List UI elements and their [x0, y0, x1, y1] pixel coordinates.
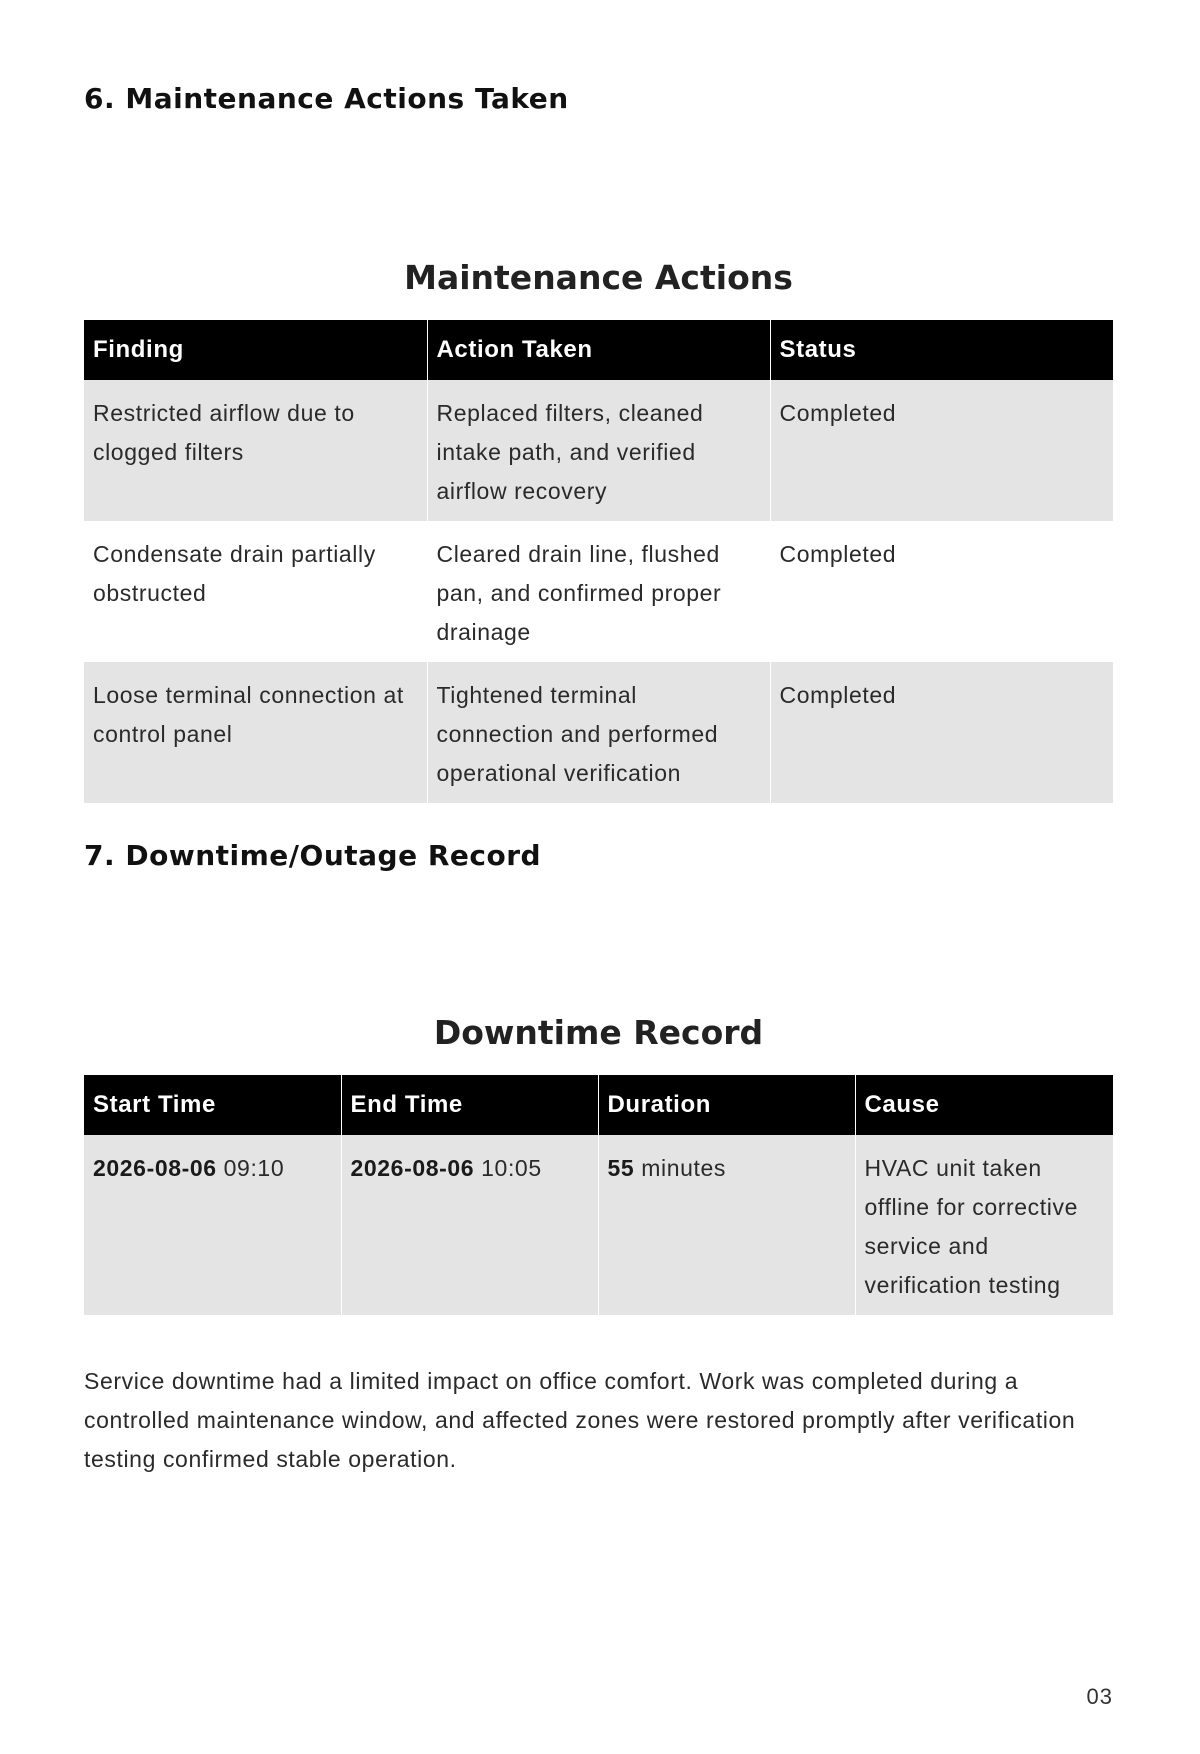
- section-heading-downtime-record: 7. Downtime/Outage Record: [84, 839, 542, 872]
- duration-cell: [598, 1135, 855, 1315]
- action-cell: Cleared drain line, flushed pan, and confirmed proper drainage: [427, 521, 770, 662]
- table-row: [84, 1135, 1113, 1315]
- action-cell: Replaced filters, cleaned intake path, and verified airflow recovery: [427, 380, 770, 521]
- table-title-maintenance-actions: Maintenance Actions: [404, 258, 793, 297]
- table-header-row: [84, 1075, 1113, 1135]
- column-header-finding: Finding: [84, 320, 427, 380]
- downtime-impact-paragraph: Service downtime had a limited impact on office comfort. Work was completed during a controlled maintenance window, and affected zones were restored promptly after verification testing confirmed stable operation.: [84, 1368, 1076, 1472]
- page-number: 03: [1086, 1684, 1113, 1709]
- column-header-cause: Cause: [855, 1075, 1113, 1135]
- maintenance-actions-table: [84, 320, 1113, 803]
- end-clock-time: 10:05: [481, 1155, 542, 1181]
- finding-cell: Loose terminal connection at control panel: [84, 662, 427, 803]
- table-header-row: [84, 320, 1113, 380]
- start-time-cell: [84, 1135, 341, 1315]
- document-page: [84, 0, 1113, 1754]
- finding-cell: Condensate drain partially obstructed: [84, 521, 427, 662]
- duration-unit: minutes: [641, 1155, 727, 1181]
- downtime-record-table: [84, 1075, 1113, 1315]
- end-time-cell: [341, 1135, 598, 1315]
- finding-cell: Restricted airflow due to clogged filters: [84, 380, 427, 521]
- start-date: 2026-08-06: [93, 1155, 217, 1181]
- column-header-status: Status: [770, 320, 1113, 380]
- status-cell: Completed: [770, 662, 1113, 803]
- table-row: [84, 662, 1113, 803]
- start-clock-time: 09:10: [223, 1155, 285, 1181]
- column-header-end-time: End Time: [341, 1075, 598, 1135]
- table-row: [84, 380, 1113, 521]
- action-cell: Tightened terminal connection and performed operational verification: [427, 662, 770, 803]
- status-cell: Completed: [770, 380, 1113, 521]
- status-cell: Completed: [770, 521, 1113, 662]
- column-header-duration: Duration: [598, 1075, 855, 1135]
- table-title-downtime-record: Downtime Record: [433, 1013, 764, 1052]
- duration-value: 55: [607, 1155, 635, 1181]
- end-date: 2026-08-06: [350, 1155, 475, 1181]
- cause-cell: HVAC unit taken offline for corrective service and verification testing: [855, 1135, 1113, 1315]
- column-header-action-taken: Action Taken: [427, 320, 770, 380]
- table-row: [84, 521, 1113, 662]
- section-heading-maintenance-actions: 6. Maintenance Actions Taken: [84, 82, 569, 115]
- column-header-start-time: Start Time: [84, 1075, 341, 1135]
